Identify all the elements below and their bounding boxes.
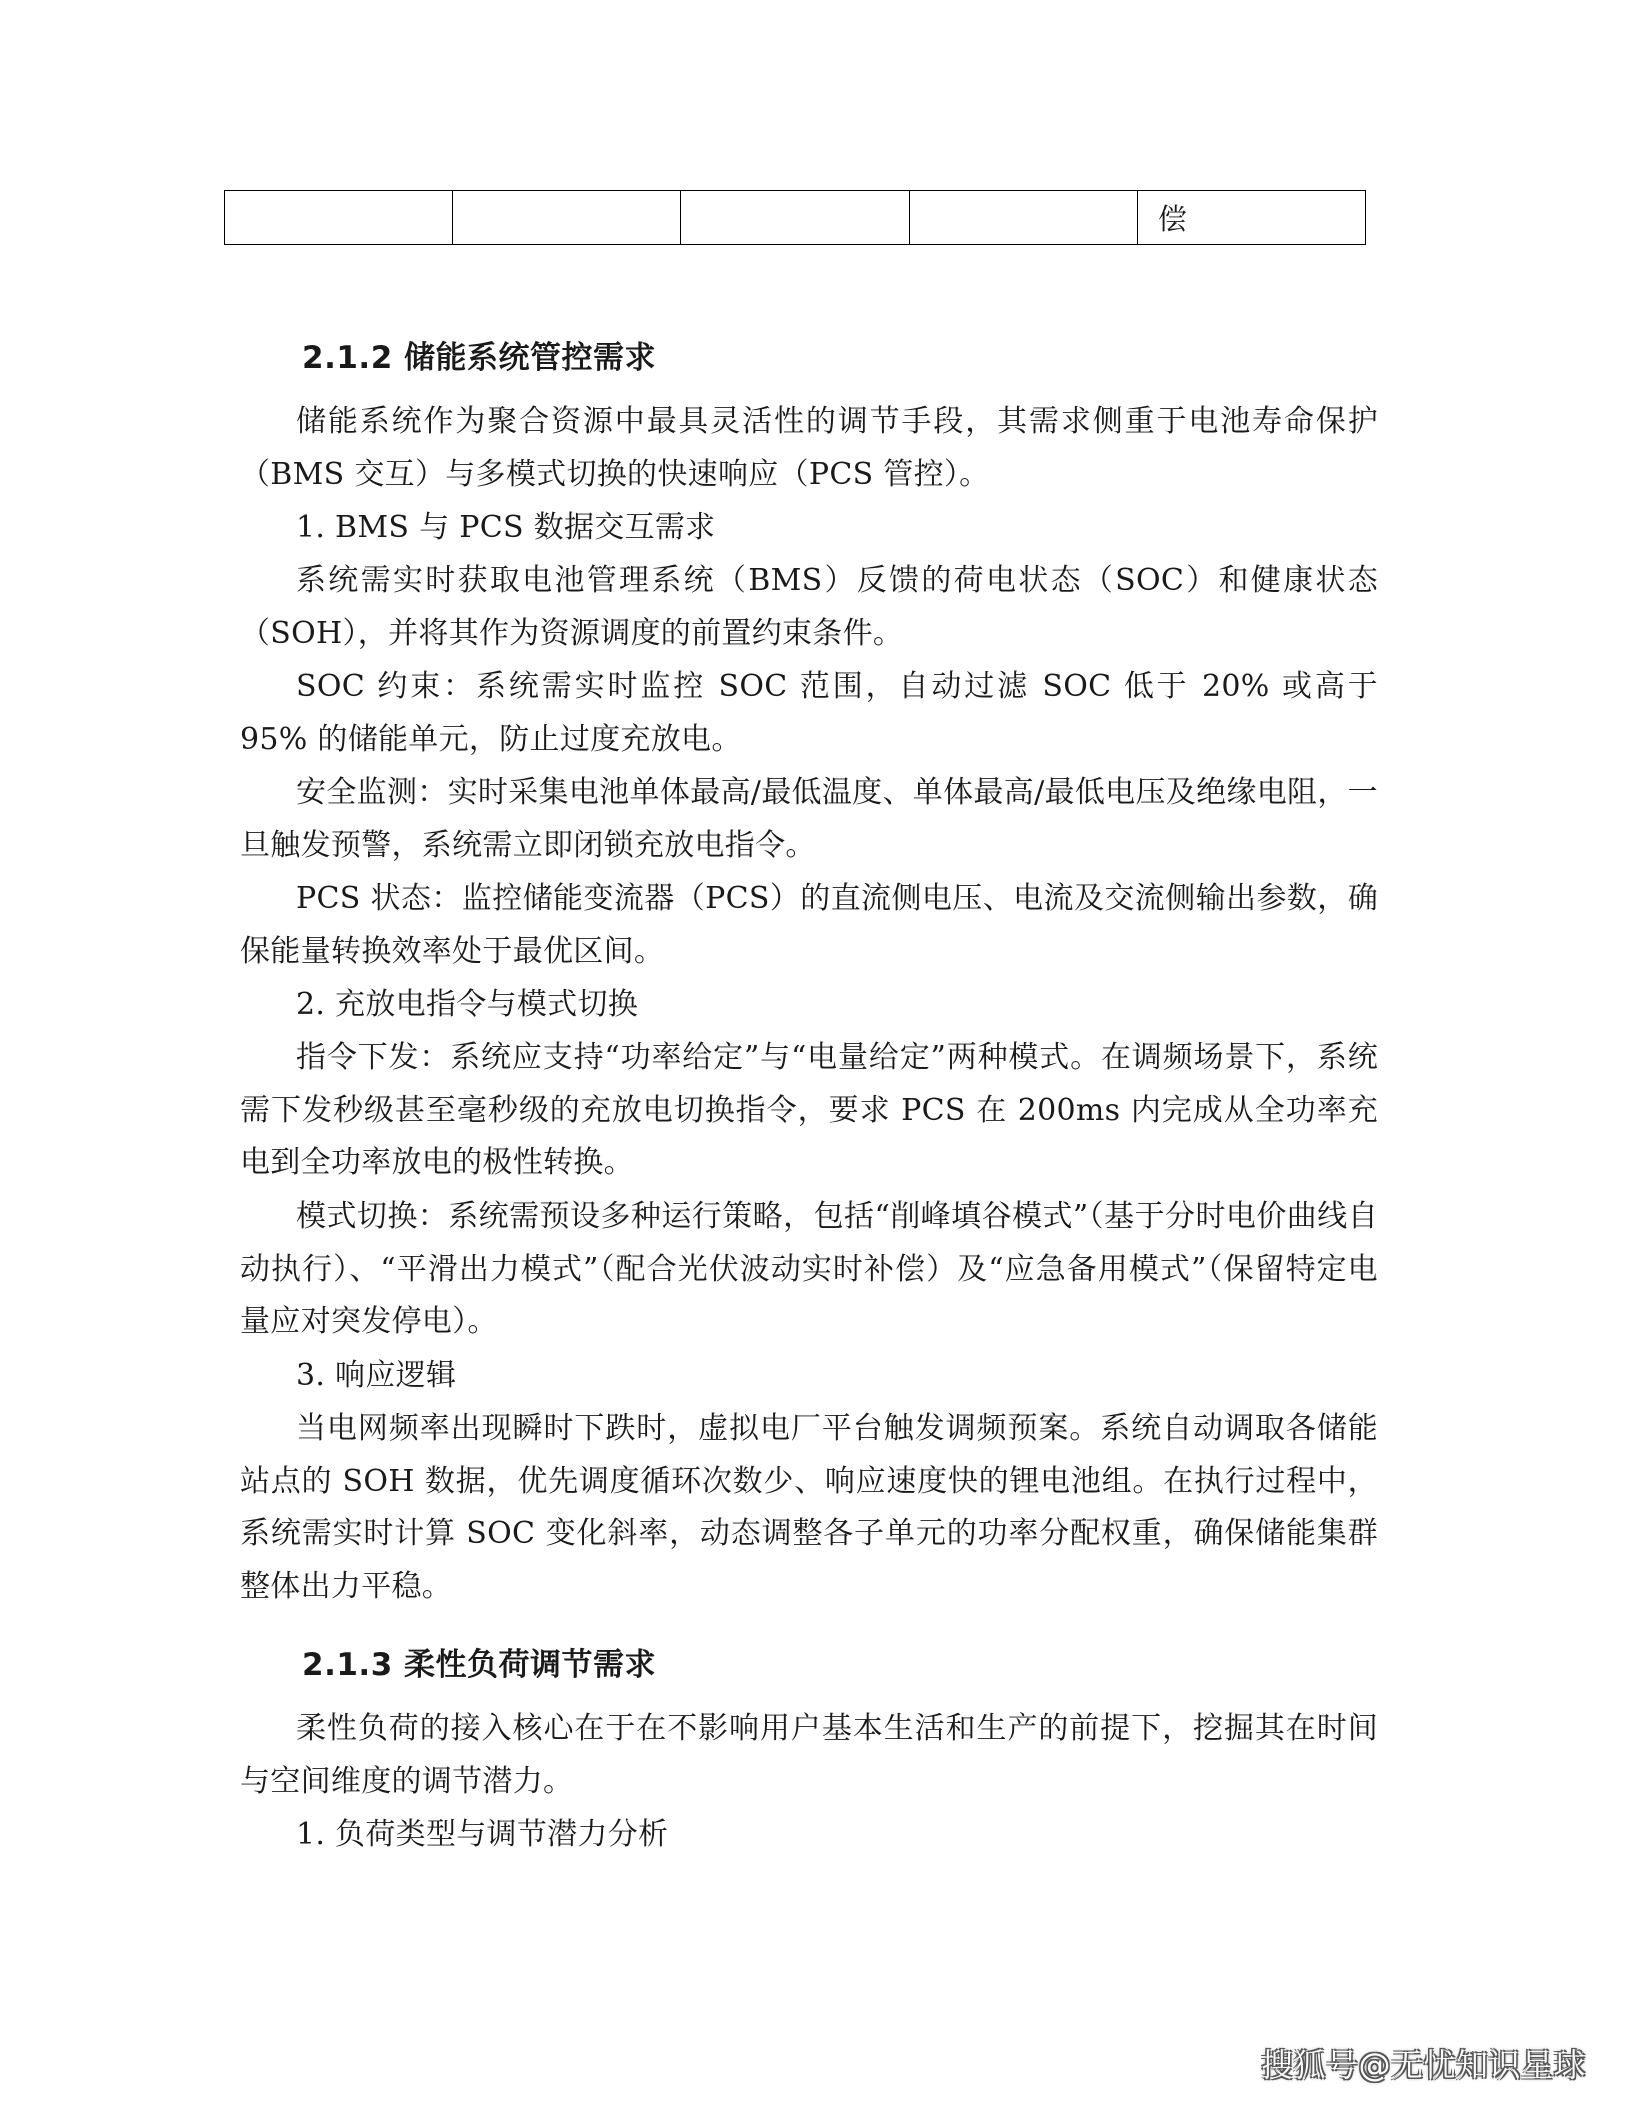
list-heading: 1. 负荷类型与调节潜力分析	[296, 1817, 669, 1852]
paragraph: 安全监测：实时采集电池单体最高/最低温度、单体最高/最低电压及绝缘电阻，一旦触发预警，系统需立即闭锁充放电指令。	[240, 775, 1378, 863]
list-heading: 3. 响应逻辑	[296, 1358, 457, 1393]
table-cell	[909, 191, 1137, 245]
paragraph: 储能系统作为聚合资源中最具灵活性的调节手段，其需求侧重于电池寿命保护（BMS 交互）与多模式切换的快速响应（PCS 管控）。	[240, 404, 1378, 492]
paragraph: 系统需实时获取电池管理系统（BMS）反馈的荷电状态（SOC）和健康状态（SOH），并将其作为资源调度的前置约束条件。	[240, 563, 1378, 651]
list-heading: 1. BMS 与 PCS 数据交互需求	[296, 510, 716, 545]
paragraph: 模式切换：系统需预设多种运行策略，包括“削峰填谷模式”（基于分时电价曲线自动执行）、“平滑出力模式”（配合光伏波动实时补偿）及“应急备用模式”（保留特定电量应对突发停电）。	[240, 1199, 1378, 1339]
watermark: 搜狐号@无忧知识星球	[1260, 2046, 1586, 2084]
section-heading-2-1-3: 2.1.3 柔性负荷调节需求	[302, 1647, 657, 1683]
table-cell: 偿	[1137, 191, 1365, 245]
paragraph: SOC 约束：系统需实时监控 SOC 范围，自动过滤 SOC 低于 20% 或高于 95% 的储能单元，防止过度充放电。	[240, 669, 1378, 757]
table-cell	[681, 191, 909, 245]
paragraph: PCS 状态：监控储能变流器（PCS）的直流侧电压、电流及交流侧输出参数，确保能量转换效率处于最优区间。	[240, 881, 1378, 969]
table-cell	[225, 191, 453, 245]
paragraph: 指令下发：系统应支持“功率给定”与“电量给定”两种模式。在调频场景下，系统需下发秒级甚至毫秒级的充放电切换指令，要求 PCS 在 200ms 内完成从全功率充电到全功率放电的极性转换。	[240, 1040, 1378, 1180]
paragraph: 柔性负荷的接入核心在于在不影响用户基本生活和生产的前提下，挖掘其在时间与空间维度的调节潜力。	[240, 1711, 1378, 1799]
table-cell	[453, 191, 681, 245]
table-row	[225, 191, 1366, 245]
section-heading-2-1-2: 2.1.2 储能系统管控需求	[302, 340, 657, 376]
paragraph: 当电网频率出现瞬时下跌时，虚拟电厂平台触发调频预案。系统自动调取各储能站点的 SOH 数据，优先调度循环次数少、响应速度快的锂电池组。在执行过程中，系统需实时计算 SOC 变化斜率，动态调整各子单元的功率分配权重，确保储能集群整体出力平稳。	[240, 1411, 1378, 1604]
table-fragment	[224, 190, 1366, 245]
list-heading: 2. 充放电指令与模式切换	[296, 987, 639, 1022]
